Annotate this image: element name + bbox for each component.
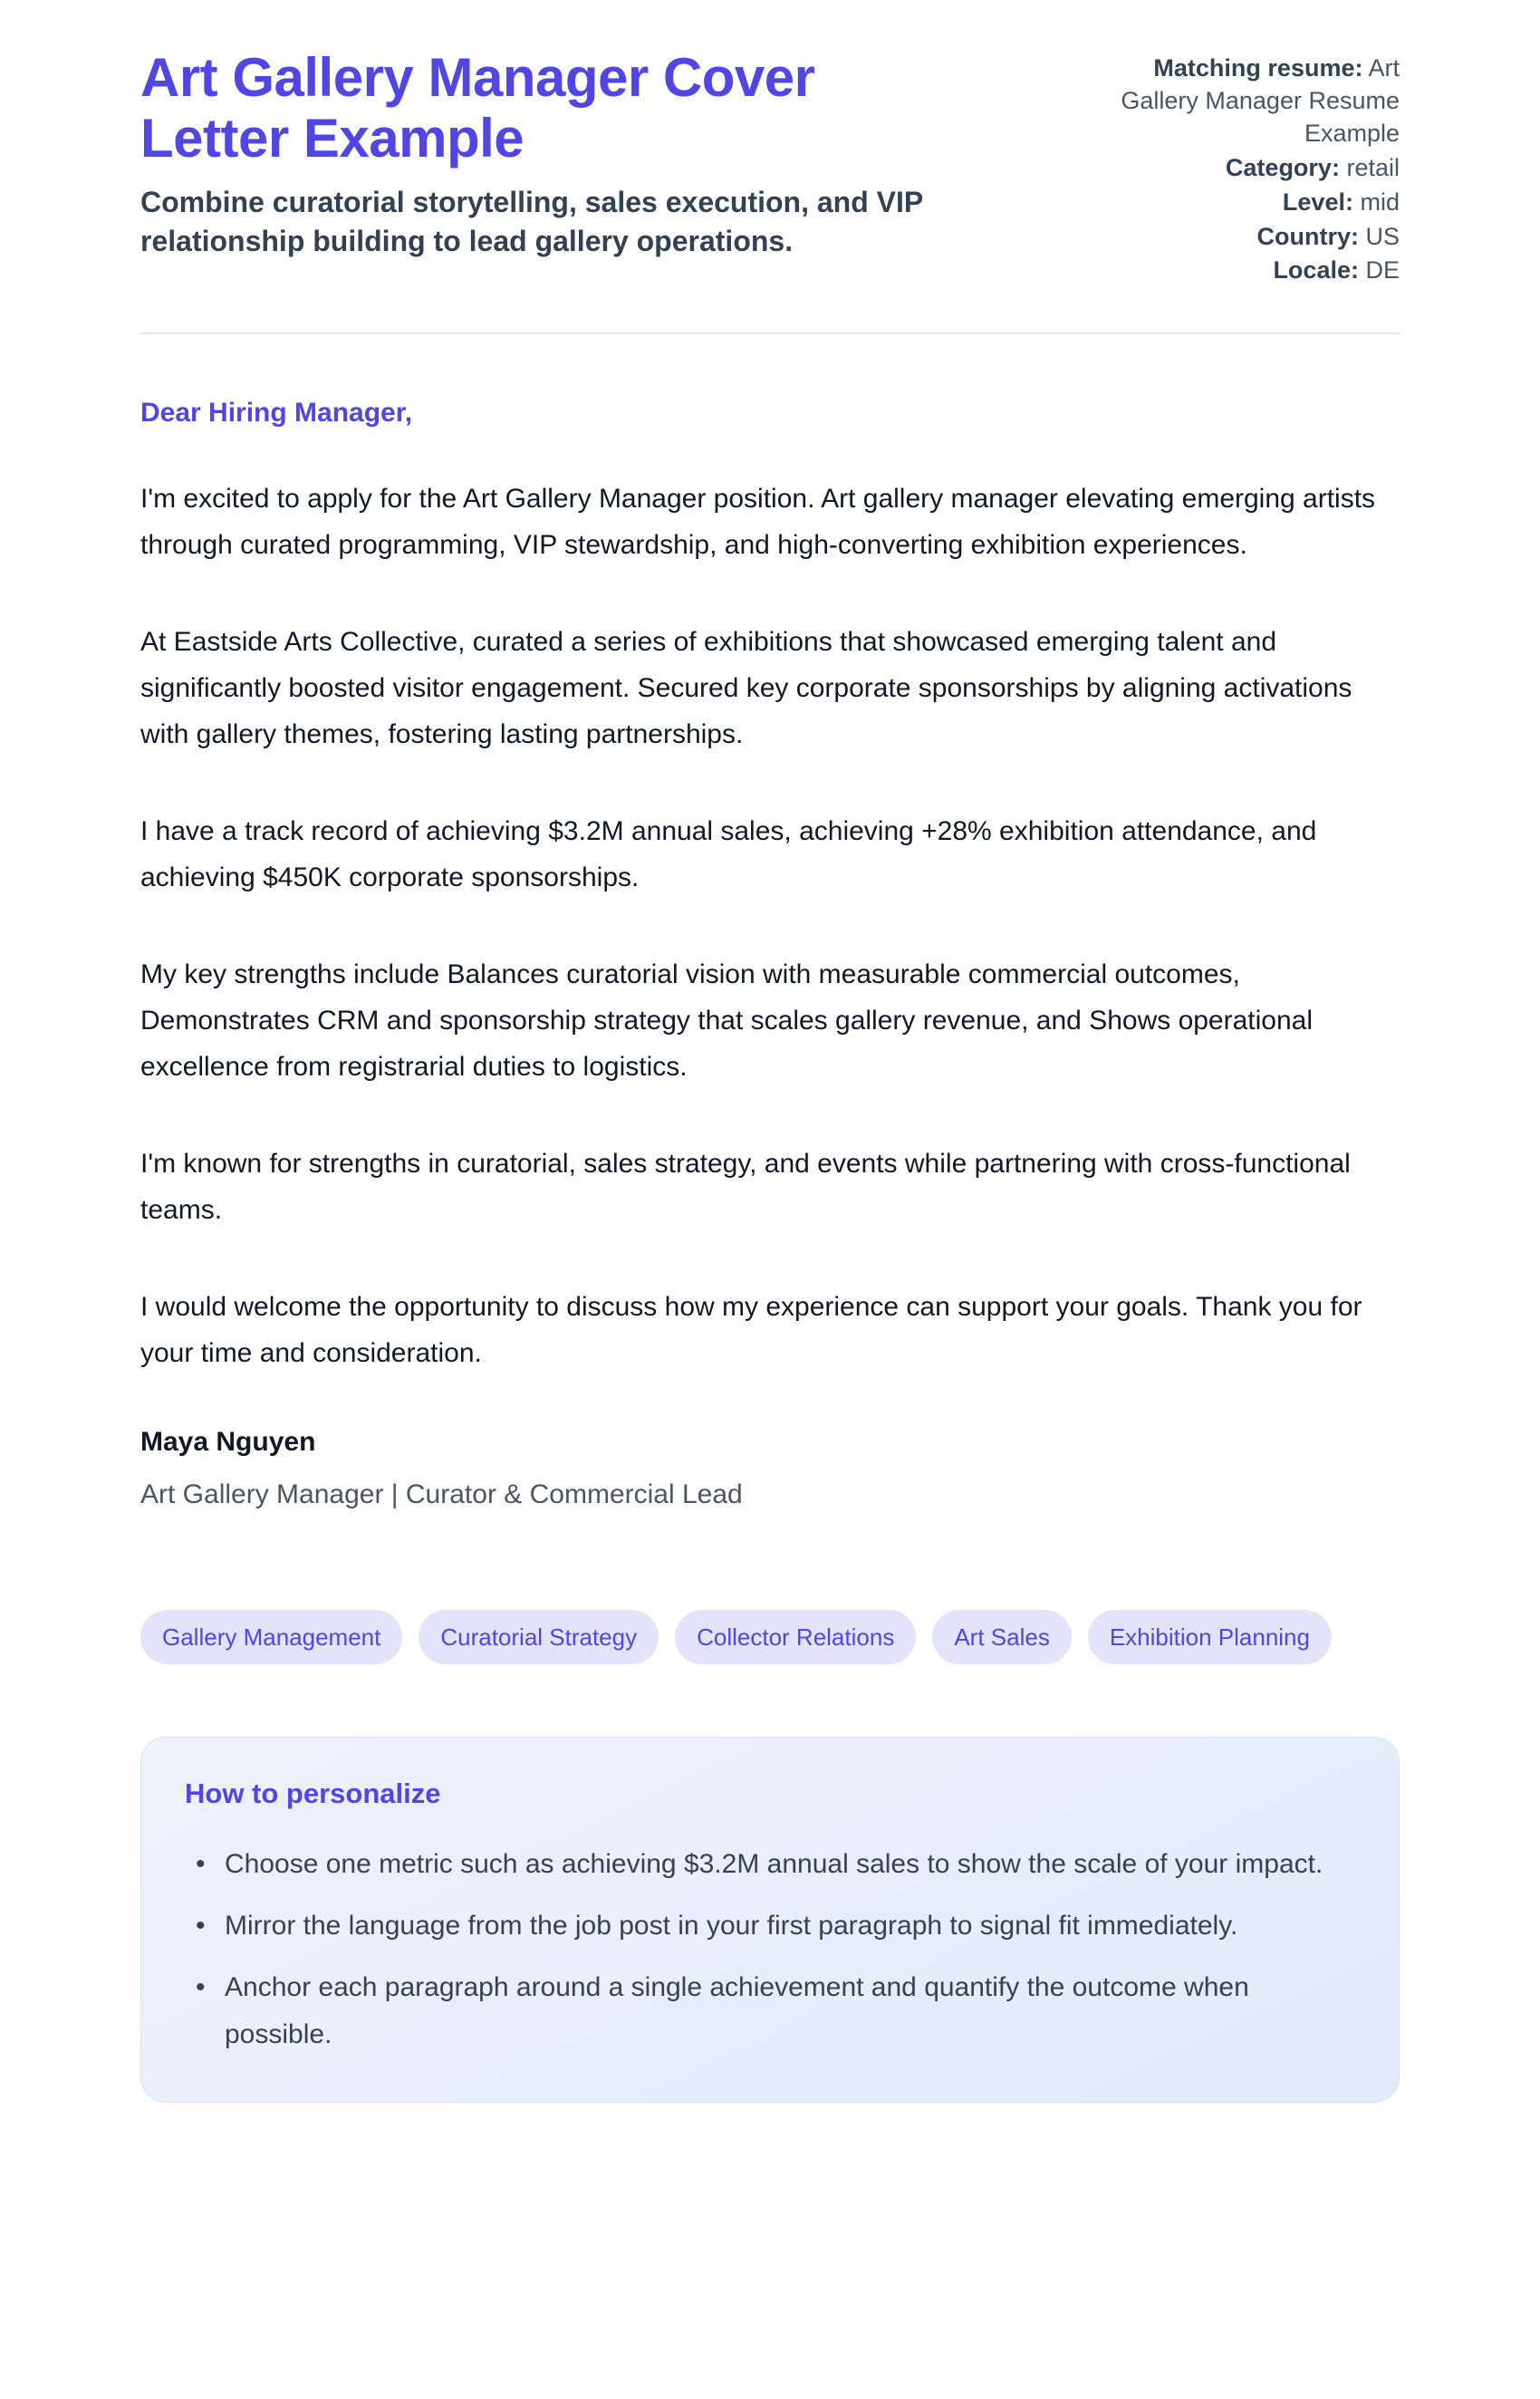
personalize-tips-list [185,1841,1355,2058]
page-title: Art Gallery Manager Cover Letter Example [140,47,815,169]
skill-tag: Exhibition Planning [1088,1610,1332,1664]
meta-label: Matching resume: [1153,54,1363,82]
letter-paragraph: I have a track record of achieving $3.2M annual sales, achieving +28% exhibition attendance, and achieving $450K corporate sponsorships. [140,816,1317,893]
tip-item: • Mirror the language from the job post in your first paragraph to signal fit immediately. [185,1903,1326,1950]
meta-value: mid [1360,188,1400,216]
cover-letter-body [140,398,1400,1510]
meta-value: DE [1365,256,1400,284]
letter-greeting: Dear Hiring Manager, [140,398,413,429]
meta-value: US [1365,222,1400,250]
meta-locale [1092,255,1400,287]
personalize-title: How to personalize [185,1778,441,1810]
page-subtitle: Combine curatorial storytelling, sales execution, and VIP relationship building to lead gallery operations. [140,186,923,257]
tip-item: • Anchor each paragraph around a single achievement and quantify the outcome when possible. [185,1964,1326,2058]
header-title-block [140,47,938,260]
meta-matching-resume [1092,53,1400,150]
signature-name: Maya Nguyen [140,1427,316,1458]
letter-paragraph: I'm known for strengths in curatorial, sales strategy, and events while partnering with cross-functional teams. [140,1149,1351,1226]
meta-value: retail [1346,153,1400,181]
personalize-tips-card [140,1737,1400,2103]
letter-paragraph: At Eastside Arts Collective, curated a series of exhibitions that showcased emerging talent and significantly boosted visitor engagement. Secured key corporate sponsorships by aligning activations with gallery themes, fostering lasting partnerships. [140,627,1352,750]
page [140,0,1400,2103]
meta-label: Level: [1282,188,1353,216]
meta-level [1092,187,1400,219]
header-divider [140,332,1400,334]
meta-label: Locale: [1273,256,1359,284]
signature-block [140,1427,1400,1510]
skill-tag: Curatorial Strategy [419,1610,659,1664]
skill-tags [140,1610,1400,1664]
letter-paragraph: My key strengths include Balances curatorial vision with measurable commercial outcomes, Demonstrates CRM and sponsorship strategy that scales gallery revenue, and Shows operational excellence from registrarial duties to logistics. [140,959,1314,1083]
letter-paragraph: I'm excited to apply for the Art Gallery Manager position. Art gallery manager elevating emerging artists through curated programming, VIP stewardship, and high-converting exhibition experiences. [140,484,1376,561]
meta-label: Category: [1225,153,1340,181]
meta-label: Country: [1256,222,1359,250]
skill-tag: Art Sales [932,1610,1072,1664]
skill-tag: Gallery Management [140,1610,402,1664]
meta-value: Art Gallery Manager Resume Example [1121,54,1400,147]
letter-paragraph: I would welcome the opportunity to discuss how my experience can support your goals. Thank you for your time and consideration. [140,1292,1362,1369]
skill-tag: Collector Relations [675,1610,916,1664]
meta-country [1092,221,1400,254]
tip-item: • Choose one metric such as achieving $3.2M annual sales to show the scale of your impact. [185,1841,1326,1888]
resume-meta [1092,47,1400,289]
signature-role: Art Gallery Manager | Curator & Commercial Lead [140,1479,743,1510]
meta-category [1092,152,1400,185]
page-header [140,47,1400,289]
